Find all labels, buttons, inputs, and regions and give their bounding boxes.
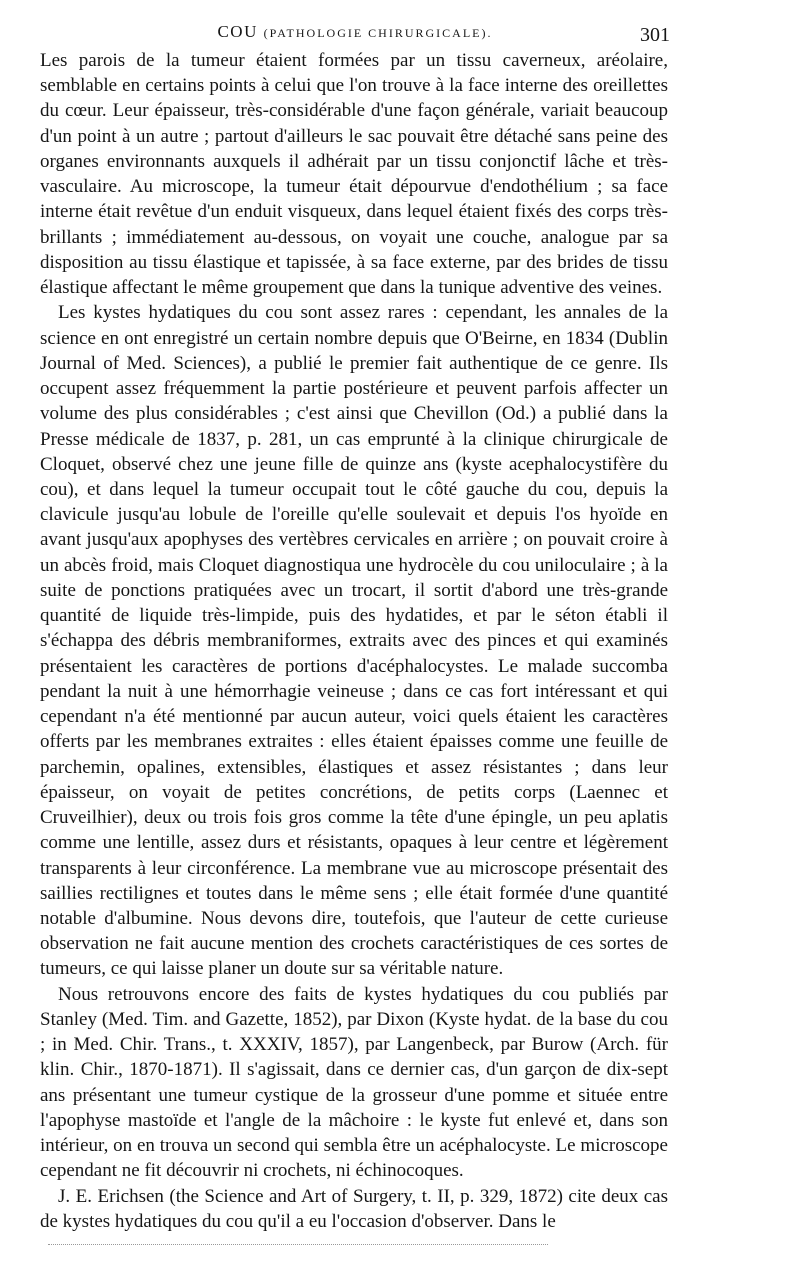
page-number: 301 — [640, 24, 670, 46]
paragraph-hydatid-cysts: Les kystes hydatiques du cou sont assez rares : cependant, les annales de la science en ont enregistré un certain nombre depuis que O'Beirne, en 1834 (Dublin Journal of Med. Sciences), a publié le premier fait authentique de ce genre. Ils occupent assez fréquemment la partie postérieure et peuvent parfois affecter un volume des plus considérables ; c'est ainsi que Chevillon (Od.) a publié dans la Presse médicale de 1837, p. 281, un cas emprunté à la clinique chirurgicale de Cloquet, observé chez une jeune fille de quinze ans (kyste acephalocystifère du cou), et dans lequel la tumeur occupait tout le côté gauche du cou, depuis la clavicule jusqu'au lobule de l'oreille qu'elle soulevait et depuis l'os hyoïde en avant jusqu'aux apophyses des vertèbres cervicales en arrière ; on pouvait croire à un abcès froid, mais Cloquet diagnostiqua une hydrocèle du cou uniloculaire ; à la suite de ponctions pratiquées avec un trocart, il sortit d'abord une très-grande quantité de liquide très-limpide, puis des hydatides, et par le séton établi il s'échappa des débris membraniformes, extraits avec des pinces et qui examinés présentaient les caractères de portions d'acéphalocystes. Le malade succomba pendant la nuit à une hémorrhagie veineuse ; dans ce cas fort intéressant et qui cependant n'a été mentionné par aucun auteur, voici quels étaient les caractères offerts par les membranes extraites : elles étaient épaisses comme une feuille de parchemin, opalines, extensibles, élastiques et assez résistantes ; dans leur épaisseur, on voyait de petites concrétions, de petits corps (Laennec et Cruveilhier), deux ou trois fois gros comme la tête d'une épingle, un peu aplatis comme une lentille, assez durs et résistants, opaques à leur centre et légèrement transparents à leur circonférence. La membrane vue au microscope présentait des saillies rectilignes et toutes dans le même sens ; elle était formée d'une quantité notable d'albumine. Nous devons dire, toutefois, que l'auteur de cette curieuse observation ne fait aucune mention des crochets caractéristiques de ces sortes de tumeurs, ce qui laisse planer un doute sur sa véritable nature. — [40, 302, 668, 980]
running-head — [40, 22, 670, 42]
paragraph-erichsen: J. E. Erichsen (the Science and Art of Surgery, t. II, p. 329, 1872) cite deux cas de kystes hydatiques du cou qu'il a eu l'occasion d'observer. Dans le — [40, 1185, 668, 1232]
running-head-title: COU — [217, 22, 258, 41]
page-header — [40, 22, 670, 48]
running-head-subtitle: (PATHOLOGIE CHIRURGICALE). — [263, 26, 493, 40]
paragraph-further-cases: Nous retrouvons encore des faits de kystes hydatiques du cou publiés par Stanley (Med. Tim. and Gazette, 1852), par Dixon (Kyste hydat. de la base du cou ; in Med. Chir. Trans., t. XXXIV, 1857), par Langenbeck, par Burow (Arch. für klin. Chir., 1870-1871). Il s'agissait, dans ce dernier cas, d'un garçon de dix-sept ans présentant une tumeur cystique de la grosseur d'une pomme et située entre l'apophyse mastoïde et l'angle de la mâchoire : le kyste fut enlevé et, dans son intérieur, on en trouva un second qui sembla être un acéphalocyste. Le microscope cependant ne fit découvrir ni crochets, ni échinocoques. — [40, 983, 668, 1182]
bottom-dotted-rule — [48, 1244, 548, 1245]
body-text — [40, 48, 668, 1234]
paragraph-tumor-walls: Les parois de la tumeur étaient formées par un tissu caverneux, aréolaire, semblable en certains points à celui que l'on trouve à la face interne des oreillettes du cœur. Leur épaisseur, très-considérable d'une façon générale, variait beaucoup d'un point à un autre ; partout d'ailleurs le sac pouvait être détaché sans peine des organes environnants auxquels il adhérait par un tissu conjonctif lâche et très-vasculaire. Au microscope, la tumeur était dépourvue d'endothélium ; sa face interne était revêtue d'un enduit visqueux, dans lequel étaient fixés des corps très-brillants ; immédiatement au-dessous, on voyait une couche, analogue par sa disposition au tissu élastique et tapissée, à sa face externe, par des brides de tissu élastique affectant le même groupement que dans la tunique adventive des veines. — [40, 50, 668, 299]
